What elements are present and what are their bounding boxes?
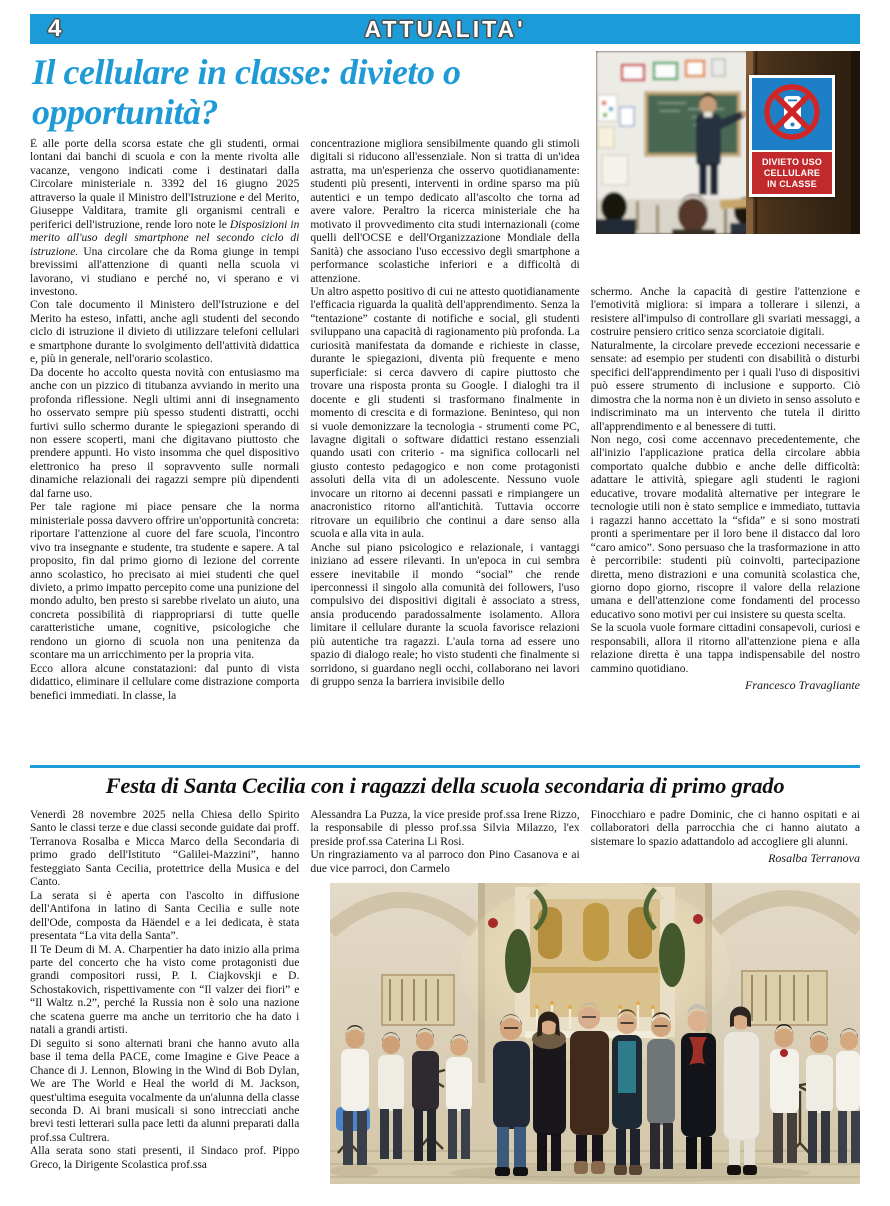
paragraph: Per tale ragione mi piace pensare che la norma ministeriale possa davvero offrire un'opportunità concreta: riportare l'attenzione al cuore del fare scuola, l'incontro vivo tra insegnante e studente, tra studente e sapere. A tal proposito, fin dal primo giorno di lezione del corrente anno scolastico, ho precisato ai miei studenti che quel divieto, a primo impatto percepito come una punizione del mondo adulto, ben presto si sarebbe rivelato un aiuto, una concreta possibilità di riappropriarsi di tutte quelle caratteristiche umane, cognitive, psicologiche che rendono un giorno di scuola non una penitenza da scontare ma un arricchimento per la propria vita. — [30, 501, 300, 662]
paragraph: Naturalmente, la circolare prevede eccezioni necessarie e sensate: ad esempio per studenti con disabilità o disturbi specifici dell'apprendimento per i quali l'uso di dispositivi può essere strumento di inclusione e supporto. Ciò dimostra che la norma non è un divieto in senso assoluto e indiscriminato ma un intervento che tutela il diritto all'apprendimento e al benessere di tutti. — [590, 339, 860, 433]
sign-line-3: IN CLASSE — [767, 179, 817, 189]
article1-title: Il cellulare in classe: divieto o opportunità? — [32, 52, 461, 132]
no-phone-sign — [749, 75, 835, 197]
sign-line-2: CELLULARE — [763, 168, 821, 178]
paragraph: Da docente ho accolto questa novità con entusiasmo ma anche con un pizzico di titubanza avviando in merito una profonda riflessione. Negli ultimi anni di insegnamento ho osservato sempre più spesso studenti distratti, occhi furtivi sullo schermo durante le spiegazioni sperando di non essere scoperti, mani che digitavano piuttosto che prendere appunti. Ho visto insomma che quel dispositivo elettronico ha preso il sopravvento sulle normali dinamiche relazionali dei ragazzi sempre più dipendenti dal farne uso. — [30, 366, 300, 500]
no-phone-sign-label — [752, 152, 832, 194]
paragraph: Anche sul piano psicologico e relazionale, i vantaggi iniziano ad essere rilevanti. In un'epoca in cui sembra essere inevitabile il mondo “social” che rende iperconnessi il singolo alla comunità dei followers, l'uso compulsivo dei dispositivi digitali è associato a stress, ansia producendo paradossalmente isolamento. Allora limitare il cellulare durante la scuola favorisce relazioni più autentiche tra ragazzi. L'aula torna ad essere uno spazio di dialogo reale; ho visto studenti che finalmente si sorridono, si guardano negli occhi, collaborano nei lavori di gruppo senza la barriera invisibile dello — [310, 541, 580, 689]
paragraph-text: Una circolare che da Roma giunge in tempi brevissimi all'attenzione di quanti nella scuola vi lavorano, vi studiano e perché no, vi sperano e vi investono. — [30, 245, 300, 298]
paragraph: Il Te Deum di M. A. Charpentier ha dato inizio alla prima parte del concerto che ha visto come protagonisti due grandi compositori russi, P. I. Ciajkovskji e D. Schostakovich, rispettivamente con “Il valzer dei fiori” e “Il Waltz n.2”, perché la Russia non è solo una nazione che scatena guerre ma anche un territorio che ha dato i natali a grandi artisti. — [30, 943, 300, 1037]
paragraph: Non nego, così come accennavo precedentemente, che all'inizio l'applicazione pratica della circolare abbia comportato qualche dubbio e anche delle difficoltà: adattare le attività, spiegare agli studenti le ragioni educative, trovare modalità alternative per integrare le tecnologie utili non è stato semplice e immediato, tuttavia i ragazzi hanno accettato la “sfida” e si sono mostrati pronti a sperimentare per il loro bene il distacco dal loro “caro amico”. Sono persuaso che la trasformazione in atto è percorribile: studenti più coinvolti, partecipazione diretta, meno distrazioni e una comunità scolastica che, giorno dopo giorno, riscopre il valore della relazione umana e dell'attenzione come fondamenti del processo educativo sono motivi per cui insistere su questa scelta. — [590, 433, 860, 621]
circular-title-italic: Disposizioni in merito all'uso degli smartphone nel secondo ciclo di istruzione. — [30, 218, 300, 258]
section-banner — [30, 14, 860, 44]
paragraph: Alla serata sono stati presenti, il Sindaco prof. Pippo Greco, la Dirigente Scolastica prof.ssa — [30, 1145, 300, 1171]
paragraph: schermo. Anche la capacità di gestire l'attenzione e l'emotività migliora: si impara a tollerare i silenzi, a resistere all'impulso di controllare gli svariati messaggi, a costruire pensiero critico senza scorciatoie digitali. — [590, 286, 860, 339]
no-phone-sign-pictogram — [752, 78, 832, 150]
article2-column-1 — [30, 809, 299, 1172]
paragraph-text: È alle porte della scorsa estate che gli studenti, ormai lontani dai banchi di scuola e con la mente rivolta alle vacanze, vengono indicati come i destinatari dalla Circolare ministeriale n. 3392 del 16 giugno 2025 attraverso la quale il Ministro dell'Istruzione e del Merito, Giuseppe Valditara, tramite gli organismi centrali e periferici dell'istruzione, rende loro note le — [30, 138, 300, 231]
classroom-photo — [596, 51, 860, 234]
paragraph: Se la scuola vuole formare cittadini consapevoli, curiosi e responsabili, allora il ritorno all'attenzione piena e alla relazione diretta è una tappa indispensabile del nostro cammino quotidiano. — [590, 622, 860, 675]
article1-column-1 — [30, 138, 299, 758]
article1-column-2 — [310, 138, 579, 758]
sign-line-1: DIVIETO USO — [761, 157, 823, 167]
newspaper-page — [30, 0, 860, 1197]
paragraph: La serata si è aperta con l'ascolto in diffusione dell'Antifona in latino di Santa Cecilia e sulle note dell'Ode, composta da Häendel e a lei dedicata, è stata presentata “La vita della Santa”. — [30, 889, 300, 943]
article1-byline: Francesco Travagliante — [745, 678, 860, 693]
church-illustration — [330, 883, 860, 1184]
article2-title: Festa di Santa Cecilia con i ragazzi della scuola secondaria di primo grado — [105, 773, 785, 798]
section-title: ATTUALITA' — [364, 16, 526, 42]
phone-prohibited-icon — [761, 83, 823, 145]
paragraph: Ecco allora alcune constatazioni: dal punto di vista didattico, eliminare il cellulare come distrazione comporta benefici immediati. In classe, la — [30, 662, 300, 702]
section-divider — [30, 765, 860, 768]
paragraph: Di seguito si sono alternati brani che hanno avuto alla base il tema della PACE, come Imagine e Give Peace a Chance di J. Lennon, Blowing in the Wind di Bob Dylan, We are The World e Heal the world di M. Jackson, quest'ultima eseguita vocalmente da un'alunna della classe seconda D. Ai brani musicali si sono intrecciati anche brevi testi letterari sulla pace letti da alunni preparati dalla prof.ssa Cultrera. — [30, 1037, 300, 1144]
paragraph: Finocchiaro e padre Dominic, che ci hanno ospitati e ai collaboratori della parrocchia che ci hanno aiutato a sistemare lo spazio adattandolo ad accogliere gli alunni. — [590, 809, 860, 848]
church-photo — [330, 883, 860, 1184]
paragraph: Un altro aspetto positivo di cui ne attesto quotidianamente l'efficacia riguarda la qualità dell'apprendimento. Senza la “tentazione” costante di notifiche e social, gli studenti sviluppano una capacità di ragionamento più profonda. La curiosità manifestata da domande e richieste in classe, durante le spiegazioni, diventa più frequente e meno superficiale: si cerca davvero di capire piuttosto che trovare una risposta pronta su Google. I dialoghi tra il docente e gli studenti si trasformano finalmente in momento di crescita e di formazione. Beninteso, qui non si vuole demonizzare la tecnologia - strumenti come PC, lavagne digitali o software didattici restano essenziali quando usati con criterio - ma significa collocarli nel giusto contesto pedagogico e non come protagonisti assoluti della vita di un adolescente. Nessuno vuole invocare un ritorno ai decenni passati e rimpiangere un anacronistico ritorno all'antichità. Tuttavia occorre ritrovare un equilibrio che continui a dare senso alla scuola e alla vita in aula. — [310, 285, 580, 541]
paragraph: Venerdì 28 novembre 2025 nella Chiesa dello Spirito Santo le classi terze e due classi seconde guidate dai proff. Terranova Rosalba e Micca Marco della Secondaria di primo grado dell'Istituto “Galilei-Mazzini”, hanno festeggiato Santa Cecilia, protettrice della Musica e del Canto. — [30, 809, 300, 889]
paragraph: Alessandra La Puzza, la vice preside prof.ssa Irene Rizzo, la responsabile di plesso prof.ssa Silvia Milazzo, l'ex preside prof.ssa Caterina Li Rosi. — [310, 809, 580, 848]
article-santa-cecilia — [30, 773, 860, 1197]
page-number: 4 — [48, 15, 62, 42]
paragraph: Con tale documento il Ministero dell'Istruzione e del Merito ha esteso, infatti, anche agli studenti del secondo ciclo di istruzione il divieto di utilizzare telefoni cellulari e smartphone durante lo svolgimento dell'attività didattica e, più in generale, nell'orario scolastico. — [30, 299, 300, 366]
paragraph: Un ringraziamento va al parroco don Pino Casanova e ai due vice parroci, don Carmelo — [310, 849, 580, 875]
paragraph: concentrazione migliora sensibilmente quando gli stimoli digitali si riducono all'essenziale. Non si tratta di un'idea astratta, ma un'esperienza che osservo quotidianamente: studenti più presenti, interventi in ordine sparso ma più autentici e un tempo dedicato all'ascolto che torna ad avere valore. Peraltro la ricerca ministeriale che ha motivato il provvedimento cita studi internazionali (come quelli dell'OCSE e dell'Organizzazione Mondiale della Sanità) che associano l'uso eccessivo degli smartphone a performance scolastiche inferiori e a difficoltà di attenzione. — [310, 138, 580, 285]
paragraph — [30, 138, 299, 299]
article-cellulare — [30, 52, 860, 758]
article2-byline: Rosalba Terranova — [768, 851, 860, 866]
